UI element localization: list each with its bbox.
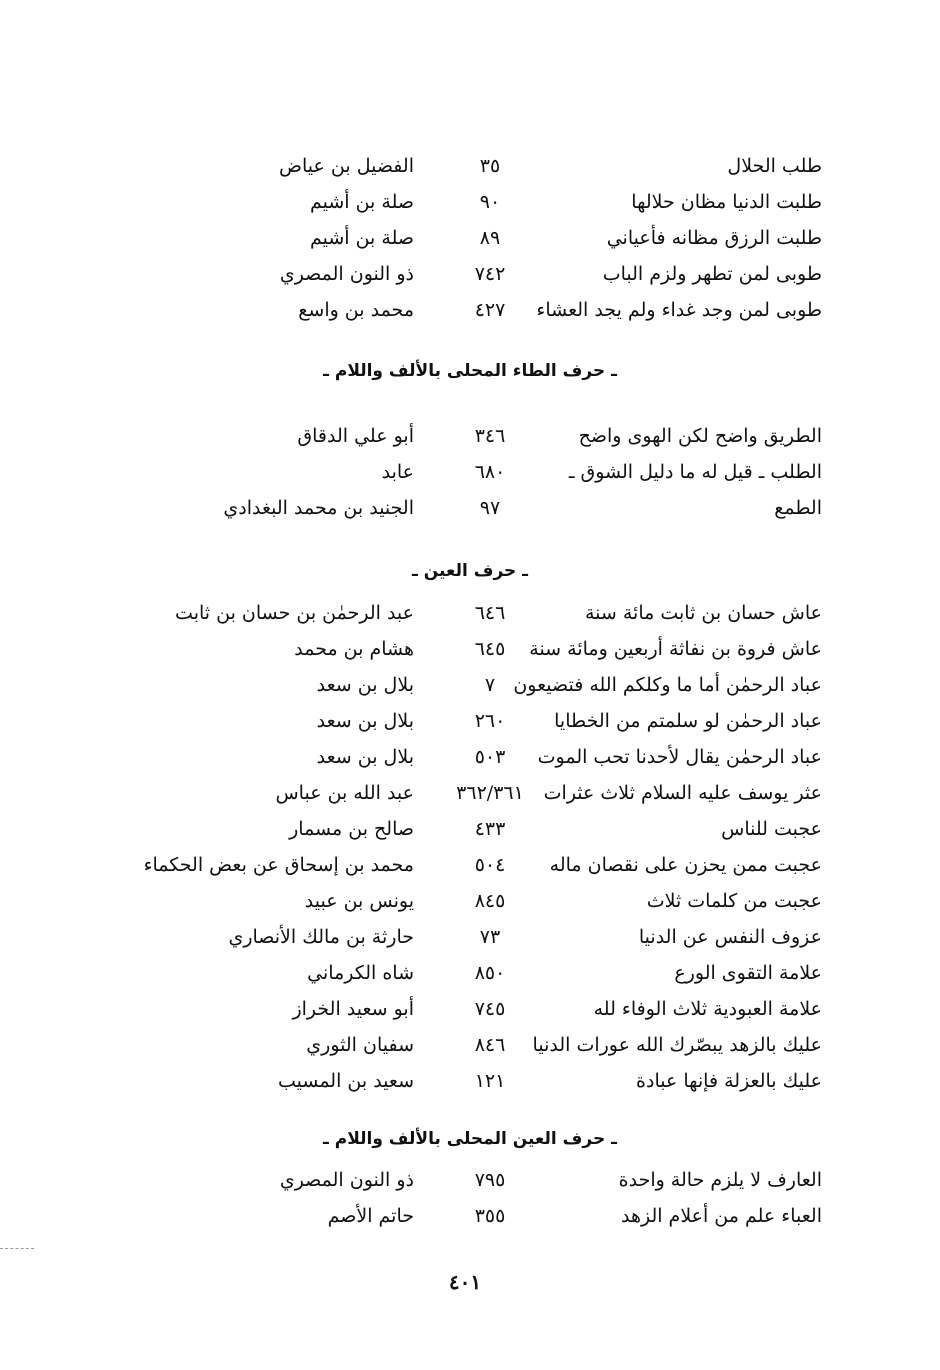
entry-narrator: عبد الله بن عباس (275, 782, 414, 804)
entry-narrator: محمد بن إسحاق عن بعض الحكماء (143, 854, 414, 876)
entry-number: ٢٦٠ (474, 710, 506, 732)
entry-number: ٤٣٣ (474, 818, 506, 840)
entry-number: ٧٩٥ (474, 1169, 506, 1191)
entry-number: ٩٧ (479, 497, 501, 519)
entry-phrase: الطمع (774, 497, 822, 519)
index-entry (0, 703, 940, 739)
entry-phrase: عثر يوسف عليه السلام ثلاث عثرات (543, 782, 822, 804)
entry-phrase: عجبت ممن يحزن على نقصان ماله (549, 854, 822, 876)
entry-number: ٩٠ (479, 191, 501, 213)
entry-number: ٣٥ (479, 155, 501, 177)
index-entry (0, 220, 940, 256)
index-entry (0, 490, 940, 526)
entry-number: ٧ (484, 674, 496, 696)
entry-narrator: سعيد بن المسيب (277, 1070, 414, 1092)
page-number: ٤٠١ (448, 1270, 482, 1294)
entry-phrase: عزوف النفس عن الدنيا (638, 926, 822, 948)
entry-number: ١٢١ (474, 1070, 506, 1092)
index-entry (0, 667, 940, 703)
entry-number: ٧٣ (479, 926, 501, 948)
index-entry (0, 595, 940, 631)
entry-number: ٣٥٥ (474, 1205, 506, 1227)
entry-narrator: عابد (381, 461, 414, 483)
entry-phrase: طلب الحلال (727, 155, 822, 177)
index-entry (0, 883, 940, 919)
entry-narrator: حاتم الأصم (327, 1205, 414, 1227)
index-entry (0, 991, 940, 1027)
entry-phrase: عباد الرحمٰن يقال لأحدنا تحب الموت (537, 746, 822, 768)
entry-number: ٦٤٦ (474, 602, 506, 624)
index-entry (0, 1027, 940, 1063)
entry-number: ٧٤٢ (474, 263, 506, 285)
entry-number: ٦٤٥ (474, 638, 506, 660)
entry-narrator: سفيان الثوري (306, 1034, 414, 1056)
index-entry (0, 1162, 940, 1198)
entry-phrase: طلبت الرزق مظانه فأعياني (606, 227, 822, 249)
entry-narrator: ذو النون المصري (279, 263, 414, 285)
entry-phrase: عباد الرحمٰن أما ما وكلكم الله فتضيعون (513, 674, 822, 696)
index-entry (0, 454, 940, 490)
index-entry (0, 256, 940, 292)
entry-phrase: الطلب ـ قيل له ما دليل الشوق ـ (568, 461, 822, 483)
entry-phrase: طوبى لمن وجد غداء ولم يجد العشاء (536, 299, 822, 321)
entry-phrase: العارف لا يلزم حالة واحدة (618, 1169, 822, 1191)
index-entry (0, 1063, 940, 1099)
entry-phrase: عاش حسان بن ثابت مائة سنة (584, 602, 822, 624)
entry-narrator: الفضيل بن عياض (279, 155, 414, 177)
index-entry (0, 631, 940, 667)
entry-narrator: صلة بن أشيم (309, 191, 414, 213)
entry-narrator: محمد بن واسع (298, 299, 414, 321)
index-entry (0, 847, 940, 883)
index-entry (0, 811, 940, 847)
entry-number: ٨٥٠ (474, 962, 506, 984)
entry-narrator: الجنيد بن محمد البغدادي (223, 497, 414, 519)
entry-phrase: عاش فروة بن نفاثة أربعين ومائة سنة (529, 638, 822, 660)
entry-phrase: العباء علم من أعلام الزهد (620, 1205, 822, 1227)
index-entry (0, 739, 940, 775)
entry-number: ٣٤٦ (474, 425, 506, 447)
entry-number: ٨٤٥ (474, 890, 506, 912)
entry-phrase: علامة العبودية ثلاث الوفاء لله (593, 998, 822, 1020)
entry-phrase: عليك بالعزلة فإنها عبادة (636, 1070, 822, 1092)
index-entry (0, 184, 940, 220)
index-entry (0, 955, 940, 991)
entry-narrator: ذو النون المصري (279, 1169, 414, 1191)
entry-narrator: صالح بن مسمار (289, 818, 414, 840)
index-entry (0, 418, 940, 454)
entry-phrase: الطريق واضح لكن الهوى واضح (578, 425, 822, 447)
entry-narrator: حارثة بن مالك الأنصاري (228, 926, 414, 948)
entry-phrase: علامة التقوى الورع (674, 962, 822, 984)
entry-phrase: طوبى لمن تطهر ولزم الباب (602, 263, 822, 285)
index-entry (0, 148, 940, 184)
entry-narrator: يونس بن عبيد (304, 890, 414, 912)
margin-mark (0, 1248, 34, 1249)
entry-phrase: عليك بالزهد يبصّرك الله عورات الدنيا (532, 1034, 822, 1056)
section-heading: ـ حرف العين المحلى بالألف واللام ـ (323, 1129, 617, 1149)
index-entry (0, 292, 940, 328)
entry-narrator: عبد الرحمٰن بن حسان بن ثابت (175, 602, 414, 624)
entry-phrase: عجبت من كلمات ثلاث (646, 890, 822, 912)
entry-phrase: عباد الرحمٰن لو سلمتم من الخطايا (554, 710, 822, 732)
entry-narrator: بلال بن سعد (316, 674, 414, 696)
index-entry (0, 1198, 940, 1234)
entry-number: ٦٨٠ (474, 461, 506, 483)
section-heading: ـ حرف الطاء المحلى بالألف واللام ـ (323, 361, 617, 381)
entry-phrase: طلبت الدنيا مظان حلالها (631, 191, 822, 213)
entry-narrator: أبو علي الدقاق (297, 425, 414, 447)
entry-narrator: أبو سعيد الخراز (292, 998, 414, 1020)
entry-number: ٤٢٧ (474, 299, 506, 321)
entry-number: ٥٠٤ (474, 854, 506, 876)
entry-number: ٨٤٦ (474, 1034, 506, 1056)
entry-narrator: صلة بن أشيم (309, 227, 414, 249)
entry-narrator: شاه الكرماني (307, 962, 414, 984)
section-heading: ـ حرف العين ـ (412, 561, 528, 581)
entry-phrase: عجبت للناس (721, 818, 822, 840)
entry-narrator: بلال بن سعد (316, 710, 414, 732)
entry-number: ٨٩ (479, 227, 501, 249)
index-entry (0, 919, 940, 955)
entry-number: ٥٠٣ (474, 746, 506, 768)
entry-narrator: بلال بن سعد (316, 746, 414, 768)
entry-number: ٣٦٢/٣٦١ (456, 782, 524, 804)
entry-narrator: هشام بن محمد (294, 638, 414, 660)
index-entry (0, 775, 940, 811)
entry-number: ٧٤٥ (474, 998, 506, 1020)
